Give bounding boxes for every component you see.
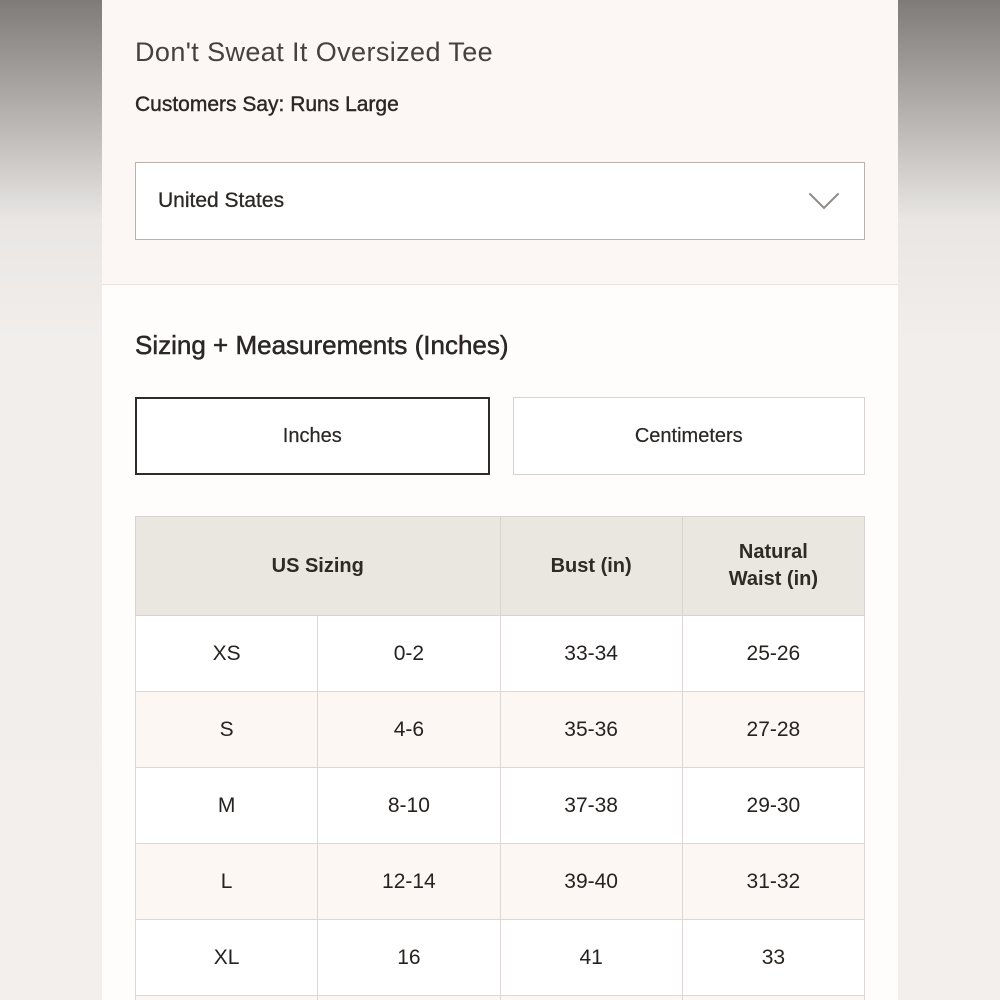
table-header-row xyxy=(136,517,865,616)
fit-note: Customers Say: Runs Large xyxy=(135,93,399,116)
table-cell: M xyxy=(136,768,318,844)
table-cell: 39-40 xyxy=(500,844,682,920)
sizing-heading: Sizing + Measurements (Inches) xyxy=(135,330,509,360)
table-cell: 16 xyxy=(318,920,500,996)
table-cell: L xyxy=(136,844,318,920)
table-cell: 27-28 xyxy=(682,692,864,768)
table-cell xyxy=(682,996,864,1000)
table-cell xyxy=(500,996,682,1000)
country-select-dropdown[interactable] xyxy=(135,162,865,240)
table-cell: 25-26 xyxy=(682,616,864,692)
product-title: Don't Sweat It Oversized Tee xyxy=(135,37,494,67)
table-cell xyxy=(318,996,500,1000)
table-cell: 33 xyxy=(682,920,864,996)
chevron-down-icon xyxy=(808,191,840,211)
sizing-section xyxy=(102,284,898,1000)
unit-toggle xyxy=(135,397,865,475)
table-cell: XL xyxy=(136,920,318,996)
table-cell: 31-32 xyxy=(682,844,864,920)
size-chart-table xyxy=(135,516,865,1000)
header-bust-label: Bust (in) xyxy=(550,554,632,577)
table-cell: 0-2 xyxy=(318,616,500,692)
table-cell xyxy=(136,996,318,1000)
table-row xyxy=(136,996,865,1000)
table-cell: 4-6 xyxy=(318,692,500,768)
table-cell: 35-36 xyxy=(500,692,682,768)
header-natural-waist-label: Natural Waist (in) xyxy=(728,541,818,590)
table-row xyxy=(136,616,865,692)
country-select-value: United States xyxy=(158,189,285,212)
table-cell: 41 xyxy=(500,920,682,996)
table-cell: 12-14 xyxy=(318,844,500,920)
table-row xyxy=(136,768,865,844)
table-body xyxy=(136,616,865,1000)
header-us-sizing-label: US Sizing xyxy=(271,554,364,577)
table-row xyxy=(136,844,865,920)
size-table-wrap xyxy=(135,516,865,1000)
product-header-section xyxy=(102,0,898,284)
table-row xyxy=(136,692,865,768)
header-us-sizing xyxy=(136,517,501,616)
size-guide-panel xyxy=(102,0,898,1000)
table-cell: 37-38 xyxy=(500,768,682,844)
table-cell: 33-34 xyxy=(500,616,682,692)
table-cell: S xyxy=(136,692,318,768)
header-bust xyxy=(500,517,682,616)
table-cell: 8-10 xyxy=(318,768,500,844)
table-cell: 29-30 xyxy=(682,768,864,844)
table-cell: XS xyxy=(136,616,318,692)
inches-button[interactable]: Inches xyxy=(135,397,490,475)
centimeters-button[interactable]: Centimeters xyxy=(513,397,866,475)
table-row xyxy=(136,920,865,996)
header-natural-waist xyxy=(682,517,864,616)
